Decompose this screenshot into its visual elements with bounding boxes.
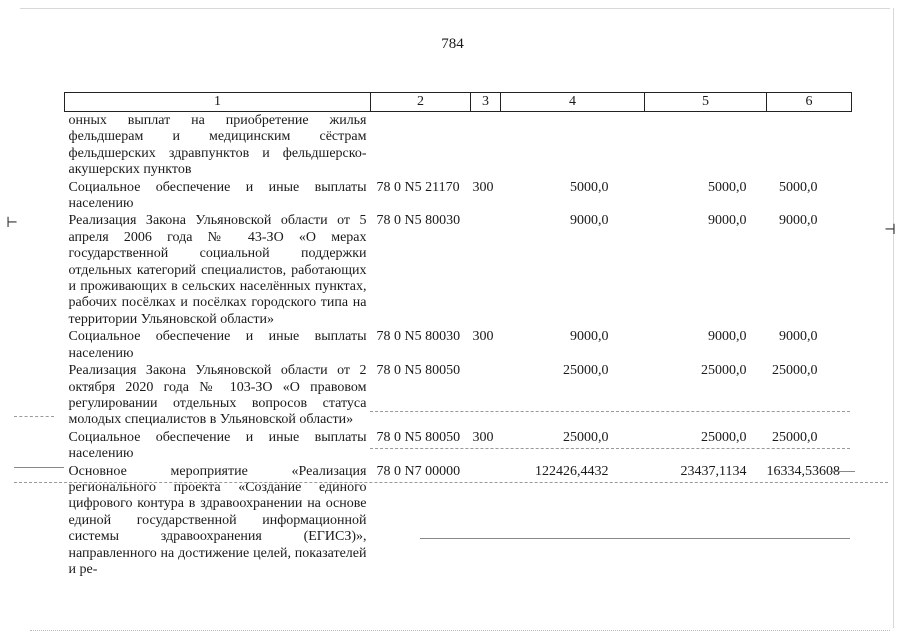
scan-edge-right xyxy=(893,8,894,628)
row-code xyxy=(371,112,471,179)
row-code: 78 0 N5 21170 xyxy=(376,179,460,195)
row-value-year1: 25000,0 xyxy=(563,363,609,379)
row-description: онных выплат на приобретение жилья фельдшерам и медицинским сёстрам фельдшерских здравпунктов и фельдшерско-акушерских пунктов xyxy=(68,113,367,178)
scan-bleed-line xyxy=(830,471,855,472)
row-value-year1: 5000,0 xyxy=(570,179,609,195)
binding-mark-left: ⊢ xyxy=(6,216,19,231)
row-expense-type xyxy=(471,112,501,179)
row-code: 78 0 N5 80050 xyxy=(376,429,461,445)
column-header: 1 xyxy=(65,93,371,112)
binding-mark-right: ⊣ xyxy=(884,223,897,238)
scan-bleed-line xyxy=(420,538,850,539)
scan-edge-top xyxy=(20,8,890,9)
scan-bleed-line xyxy=(14,416,54,417)
row-expense-type xyxy=(471,362,501,429)
row-expense-type xyxy=(471,463,501,579)
scan-bleed-line xyxy=(14,467,64,468)
row-value-year1: 122426,4432 xyxy=(535,463,609,479)
row-expense-type: 300 xyxy=(472,179,494,195)
row-value-year2: 25000,0 xyxy=(701,429,747,445)
row-value-year2 xyxy=(645,112,767,179)
row-code: 78 0 N5 80050 xyxy=(376,363,461,379)
row-description: Реализация Закона Ульяновской области от 2 октября 2020 года № 103-ЗО «О правовом регулировании отдельных вопросов статуса молодых специалистов в Ульяновской области» xyxy=(68,363,367,428)
column-header: 4 xyxy=(501,93,645,112)
row-code: 78 0 N5 80030 xyxy=(376,213,461,229)
row-value-year3: 16334,53608 xyxy=(766,463,840,479)
row-expense-type: 300 xyxy=(472,329,494,345)
row-value-year3: 25000,0 xyxy=(772,429,818,445)
row-value-year2: 23437,1134 xyxy=(680,463,747,479)
row-value-year3 xyxy=(767,112,852,179)
row-description: Основное мероприятие «Реализация регионального проекта «Создание единого цифрового контура в здравоохранении на основе единой государственной информационной системы здравоохранения (ЕГИСЗ)», направленного на достижение целей, показателей и ре- xyxy=(68,463,367,577)
row-value-year1: 25000,0 xyxy=(563,429,609,445)
scan-bleed-line xyxy=(370,448,850,449)
row-expense-type: 300 xyxy=(472,429,494,445)
row-value-year1 xyxy=(501,112,645,179)
table-row xyxy=(65,328,852,362)
row-description: Социальное обеспечение и иные выплаты населению xyxy=(68,429,367,462)
column-header: 3 xyxy=(471,93,501,112)
page-number: 784 xyxy=(441,36,464,52)
row-value-year3: 9000,0 xyxy=(779,329,818,345)
scan-bleed-line xyxy=(14,482,888,483)
row-value-year1: 9000,0 xyxy=(570,329,609,345)
row-value-year1: 9000,0 xyxy=(570,213,609,229)
column-header: 2 xyxy=(371,93,471,112)
row-value-year2: 9000,0 xyxy=(708,213,747,229)
table-row xyxy=(65,429,852,463)
scan-bleed-line xyxy=(370,411,850,412)
row-code: 78 0 N5 80030 xyxy=(376,329,461,345)
row-code: 78 0 N7 00000 xyxy=(376,463,461,479)
table-row xyxy=(65,212,852,328)
row-expense-type xyxy=(471,212,501,328)
column-header: 6 xyxy=(767,93,852,112)
scan-edge-bottom xyxy=(30,630,890,631)
table-row xyxy=(65,463,852,579)
budget-table xyxy=(64,92,852,578)
row-description: Социальное обеспечение и иные выплаты населению xyxy=(68,329,367,361)
row-value-year3: 5000,0 xyxy=(779,179,818,195)
row-description: Социальное обеспечение и иные выплаты населению xyxy=(68,179,367,212)
row-description: Реализация Закона Ульяновской области от 5 апреля 2006 года № 43-ЗО «О мерах государственной социальной поддержки отдельных категорий специалистов, работающих и проживающих в сельских населённых пунктах, рабочих посёлках и посёлках городского типа на территории Ульяновской области» xyxy=(68,213,367,327)
column-header: 5 xyxy=(645,93,767,112)
table-row xyxy=(65,179,852,213)
row-value-year2: 9000,0 xyxy=(708,329,747,345)
row-value-year2: 5000,0 xyxy=(708,179,747,195)
table-header-row xyxy=(65,93,852,112)
table-row xyxy=(65,112,852,179)
row-value-year3: 25000,0 xyxy=(772,363,818,379)
row-value-year2: 25000,0 xyxy=(701,363,747,379)
table-row xyxy=(65,362,852,429)
row-value-year3: 9000,0 xyxy=(779,213,818,229)
